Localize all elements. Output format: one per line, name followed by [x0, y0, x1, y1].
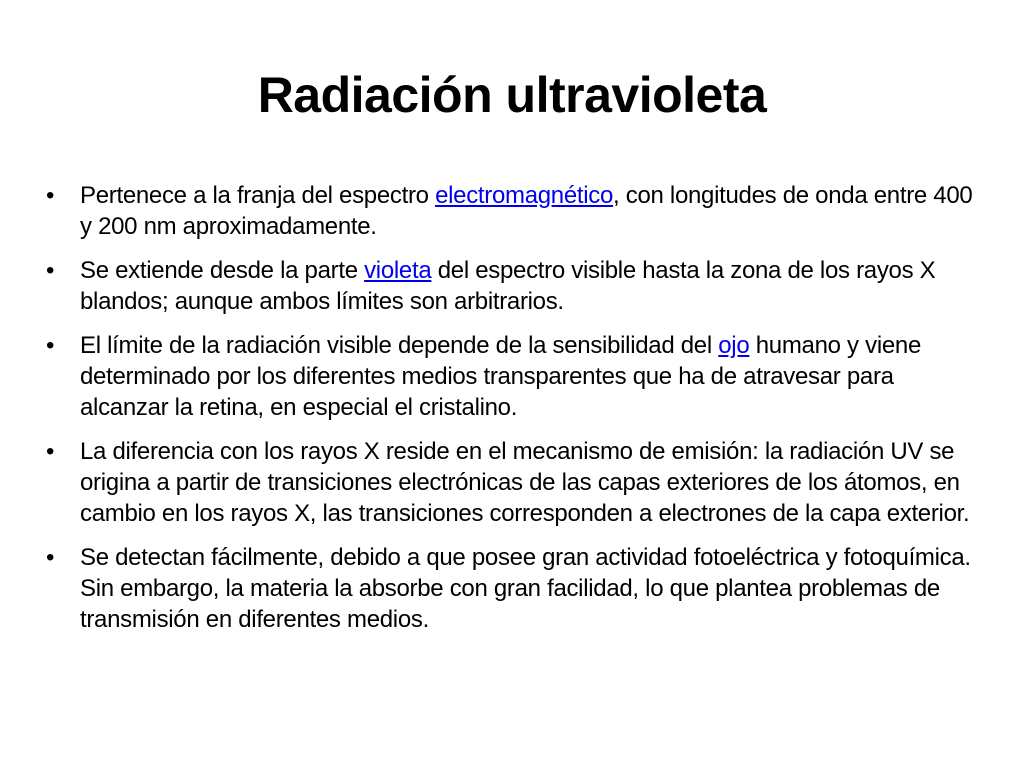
bullet-text-segment: Se extiende desde la parte: [80, 257, 365, 284]
bullet-text-segment: del espectro visible hasta la zona de los rayos X blandos; aunque ambos límites son arbitrarios.: [80, 257, 936, 315]
bullet-text: La diferencia con los rayos X reside en el mecanismo de emisión: la radiación UV se origina a partir de transiciones electrónicas de las capas exteriores de los átomos, en cambio en los rayos X, las transiciones corresponden a electrones de la capa exterior.: [80, 438, 970, 527]
bullet-text-segment: , con longitudes de onda entre 400 y 200 nm aproximadamente.: [80, 182, 973, 240]
bullet-text: [80, 257, 935, 315]
bullet-item: [46, 542, 976, 635]
bullet-text-segment: El límite de la radiación visible depende de la sensibilidad del: [80, 332, 719, 359]
bullet-text: Se detectan fácilmente, debido a que posee gran actividad fotoeléctrica y fotoquímica. Sin embargo, la materia la absorbe con gran facilidad, lo que plantea problemas de transmisión en diferentes medios.: [80, 544, 971, 633]
bullet-icon: •: [46, 332, 55, 359]
bullet-text-segment: Pertenece a la franja del espectro: [80, 182, 436, 209]
bullet-list: [46, 180, 976, 648]
bullet-item: [46, 255, 976, 317]
bullet-item: [46, 180, 976, 242]
bullet-text: [80, 182, 972, 240]
bullet-item: [46, 330, 976, 423]
bullet-icon: •: [46, 182, 55, 209]
bullet-icon: •: [46, 544, 55, 571]
bullet-item: [46, 436, 976, 529]
bullet-icon: •: [46, 257, 55, 284]
bullet-text: [80, 332, 921, 421]
link-violeta[interactable]: violeta: [364, 257, 432, 284]
bullet-icon: •: [46, 438, 55, 465]
slide-title: Radiación ultravioleta: [257, 67, 767, 123]
link-ojo[interactable]: ojo: [718, 332, 750, 359]
link-electromagnetico[interactable]: electromagnético: [435, 182, 614, 209]
bullet-text-segment: humano y viene determinado por los diferentes medios transparentes que ha de atravesar para alcanzar la retina, en especial el cristalino.: [80, 332, 922, 421]
